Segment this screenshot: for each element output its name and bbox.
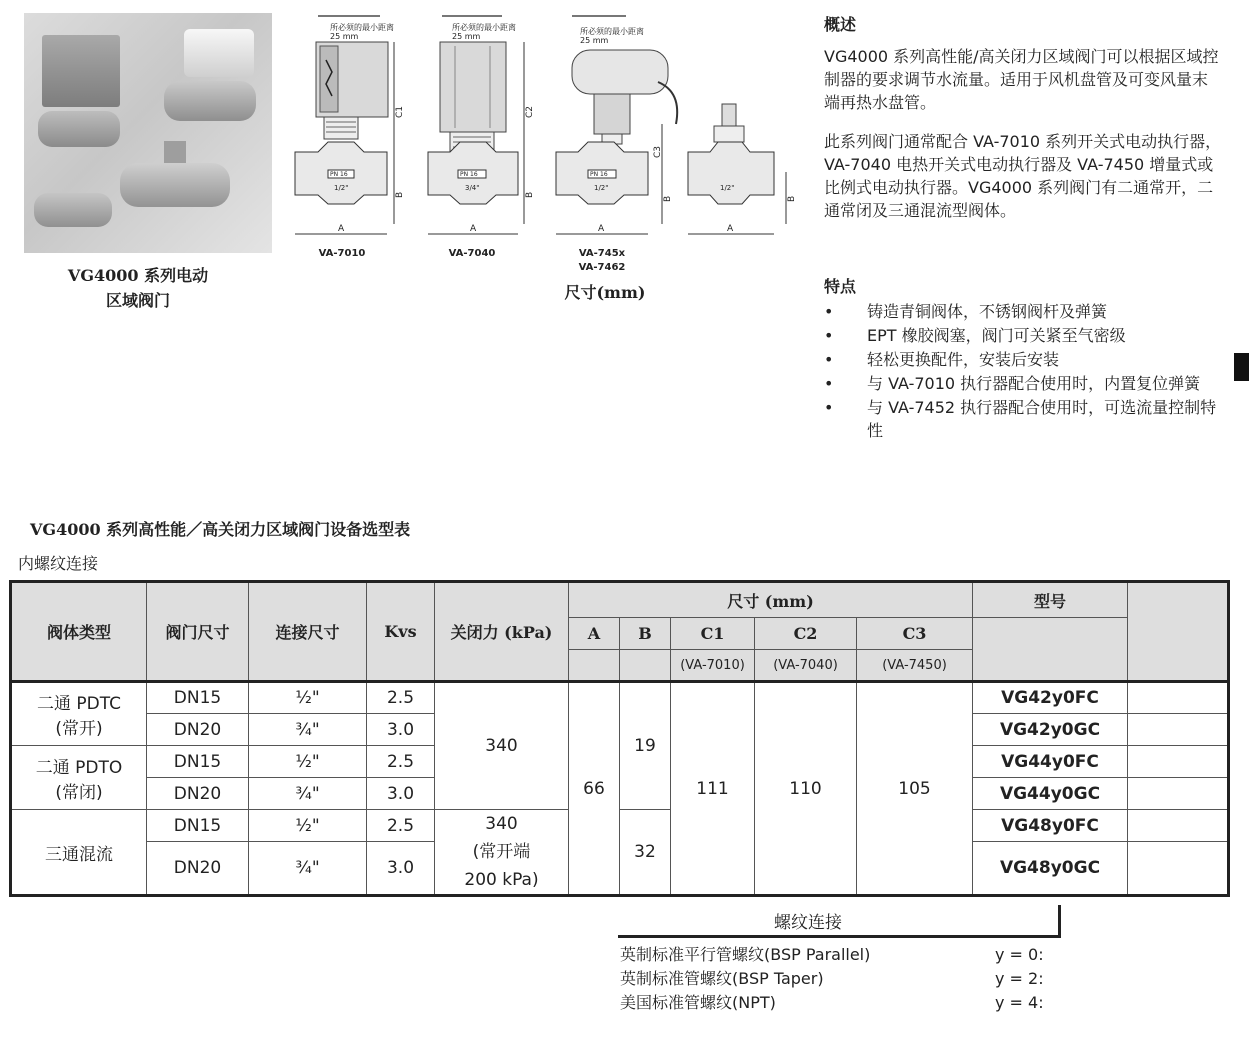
cell-conn: ½" [249,810,367,842]
drawing-label-va-7462: VA-7462 [578,262,626,273]
drawing-va-7010 [295,16,405,234]
cell-conn: ¾" [249,714,367,746]
cell-conn: ¾" [249,842,367,896]
svg-text:A: A [470,224,477,234]
cell-size: DN15 [147,810,249,842]
thread-option: 英制标准管螺纹(BSP Taper) y = 2: [620,969,1044,988]
table-row [11,682,1229,714]
features-heading: 特点 [824,277,857,296]
cell-blank [1128,714,1229,746]
group-mix: 三通混流 [11,810,147,896]
svg-text:C3: C3 [653,145,663,158]
header-conn-size: 连接尺寸 [249,582,367,682]
svg-text:PN 16: PN 16 [590,171,608,178]
cell-model: VG44y0FC [973,746,1128,778]
cell-size: DN20 [147,842,249,896]
svg-text:B: B [663,195,673,202]
drawing-label-va-7040: VA-7040 [448,248,496,259]
svg-text:PN 16: PN 16 [330,171,348,178]
product-photo [24,13,272,253]
cell-blank [1128,746,1229,778]
header-a: A [569,618,620,650]
page-tab-marker [1234,353,1249,381]
svg-text:A: A [727,224,734,234]
cell-conn: ½" [249,682,367,714]
svg-text:所必须的最小距离: 所必须的最小距离 [580,27,644,36]
header-a-blank [569,650,620,682]
cell-blank [1128,778,1229,810]
selection-table [9,580,1230,897]
table-title: VG4000 系列高性能／高关闭力区域阀门设备选型表 [30,520,411,539]
cell-conn: ¾" [249,778,367,810]
feature-item: • EPT 橡胶阀塞，阀门可关紧至气密级 [824,326,1126,345]
svg-text:3/4": 3/4" [465,184,480,192]
header-c3-note: (VA-7450) [857,650,973,682]
svg-text:B: B [395,191,405,198]
cell-size: DN15 [147,682,249,714]
cell-dim-b-2way: 19 [620,682,671,810]
svg-text:C1: C1 [395,105,405,118]
cell-dim-c2: 110 [755,682,857,896]
feature-item: • 轻松更换配件，安装后安装 [824,350,1060,369]
thread-option: 美国标准管螺纹(NPT) y = 4: [620,993,1044,1012]
svg-text:所必须的最小距离: 所必须的最小距离 [330,23,394,32]
product-caption: VG4000 系列电动 区域阀门 [67,266,209,310]
cell-model: VG48y0FC [973,810,1128,842]
cell-size: DN20 [147,778,249,810]
feature-item: • 与 VA-7010 执行器配合使用时，内置复位弹簧 [824,374,1201,393]
drawing-va-7040 [428,16,535,234]
feature-item: • 铸造青铜阀体，不锈钢阀杆及弹簧 [824,302,1108,321]
svg-text:1/2": 1/2" [594,184,609,192]
header-model-blank [973,618,1128,682]
svg-text:A: A [598,224,605,234]
table-subtitle: 内螺纹连接 [18,554,99,573]
header-c2: C2 [755,618,857,650]
cell-kvs: 3.0 [367,842,435,896]
overview-paragraph-2: 此系列阀门通常配合 VA-7010 系列开关式电动执行器，VA-7040 电热开关式电动执行器及 VA-7450 增量式或比例式电动执行器。VG4000 系列阀门有二通常开，二通常闭及三通混流型阀体。 [824,132,1222,220]
svg-text:PN 16: PN 16 [460,171,478,178]
svg-text:1/2": 1/2" [720,184,735,192]
cell-model: VG44y0GC [973,778,1128,810]
header-body-type: 阀体类型 [11,582,147,682]
features-list [824,300,1222,443]
thread-options [620,943,1044,1015]
table-row [11,810,1229,842]
svg-text:A: A [338,224,345,234]
cell-size: DN15 [147,746,249,778]
svg-text:1/2": 1/2" [334,184,349,192]
overview-paragraph-1: VG4000 系列高性能/高关闭力区域阀门可以根据区域控制器的要求调节水流量。适用于风机盘管及可变风量末端再热水盘管。 [824,47,1219,112]
header-blank [1128,582,1229,682]
svg-text:B: B [787,195,797,202]
group-pdtc: 二通 PDTC (常开) [11,682,147,746]
cell-close-off-2way: 340 [435,682,569,810]
cell-kvs: 3.0 [367,714,435,746]
group-pdto: 二通 PDTO (常闭) [11,746,147,810]
svg-text:25 mm: 25 mm [330,32,359,41]
drawing-label-va-7010: VA-7010 [318,248,366,259]
cell-model: VG42y0GC [973,714,1128,746]
dimension-title: 尺寸(mm) [564,283,646,302]
header-b-blank [620,650,671,682]
cell-model: VG48y0GC [973,842,1128,896]
cell-close-off-3way: 340 (常开端 200 kPa) [435,810,569,896]
overview-heading: 概述 [824,15,857,34]
cell-dim-a: 66 [569,682,620,896]
cell-kvs: 2.5 [367,746,435,778]
svg-text:B: B [525,191,535,198]
header-c2-note: (VA-7040) [755,650,857,682]
drawing-label-va-745x: VA-745x [578,248,626,259]
cell-dim-c3: 105 [857,682,973,896]
svg-text:25 mm: 25 mm [580,36,609,45]
cell-kvs: 3.0 [367,778,435,810]
cell-blank [1128,842,1229,896]
svg-text:所必须的最小距离: 所必须的最小距离 [452,23,516,32]
header-c1-note: (VA-7010) [671,650,755,682]
cell-blank [1128,682,1229,714]
header-valve-size: 阀门尺寸 [147,582,249,682]
drawing-bare-valve [688,104,797,234]
header-model: 型号 [973,582,1128,618]
cell-size: DN20 [147,714,249,746]
cell-dim-c1: 111 [671,682,755,896]
svg-text:25 mm: 25 mm [452,32,481,41]
cell-blank [1128,810,1229,842]
cell-kvs: 2.5 [367,682,435,714]
header-c1: C1 [671,618,755,650]
cell-dim-b-3way: 32 [620,810,671,896]
feature-item: • 与 VA-7452 执行器配合使用时，可选流量控制特性 [824,398,1217,440]
thread-label: 螺纹连接 [774,913,842,933]
header-close-off: 关闭力 (kPa) [435,582,569,682]
svg-text:C2: C2 [525,105,535,118]
valve-dimension-drawings [290,12,810,252]
header-kvs: Kvs [367,582,435,682]
cell-conn: ½" [249,746,367,778]
cell-model: VG42y0FC [973,682,1128,714]
header-c3: C3 [857,618,973,650]
header-b: B [620,618,671,650]
drawing-va-745x [556,16,677,234]
thread-option: 英制标准平行管螺纹(BSP Parallel) y = 0: [620,945,1044,964]
header-dimensions: 尺寸 (mm) [569,582,973,618]
cell-kvs: 2.5 [367,810,435,842]
